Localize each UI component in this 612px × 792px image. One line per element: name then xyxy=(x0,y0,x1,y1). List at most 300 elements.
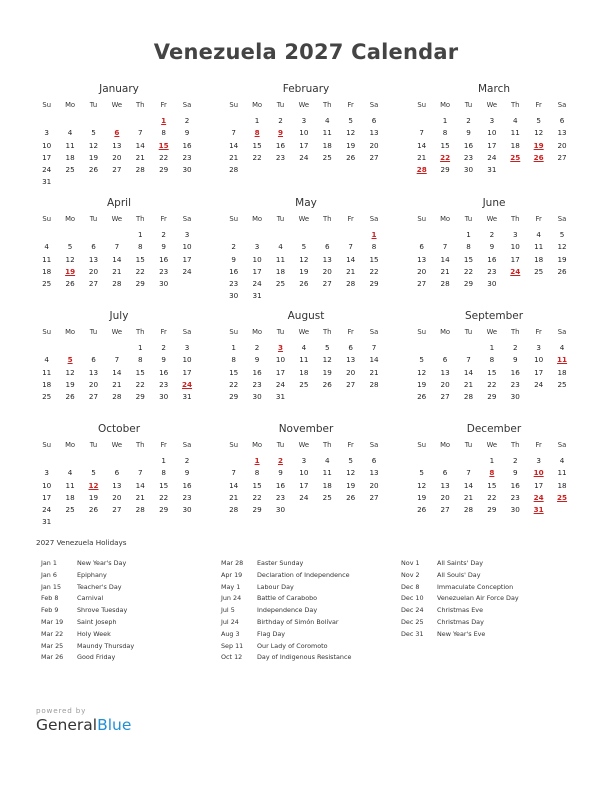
holiday-name: Saint Joseph xyxy=(77,617,117,626)
day-cell: 27 xyxy=(557,152,567,162)
holiday-day-cell: 3 xyxy=(277,343,283,353)
empty-day-cell xyxy=(175,516,198,528)
holiday-name: Labour Day xyxy=(257,582,294,591)
day-cell: 2 xyxy=(184,456,190,466)
day-cell: 4 xyxy=(44,355,49,365)
day-cell: 19 xyxy=(417,379,427,389)
day-cell: 21 xyxy=(229,492,239,502)
weekday-header xyxy=(222,326,390,338)
day-cell: 22 xyxy=(135,379,145,389)
day-cell: 18 xyxy=(65,152,75,162)
day-cell: 23 xyxy=(252,379,262,389)
month-name: December xyxy=(466,423,522,435)
holiday-name: Holy Week xyxy=(77,629,111,638)
day-cell: 16 xyxy=(510,480,520,490)
day-cell: 29 xyxy=(252,504,262,514)
weekday-header xyxy=(35,213,203,225)
empty-day-cell xyxy=(362,504,385,516)
day-cell: 21 xyxy=(440,266,450,276)
day-cell: 14 xyxy=(135,480,145,490)
holiday-name: Immaculate Conception xyxy=(437,582,514,591)
day-cell: 15 xyxy=(369,254,379,264)
empty-day-cell xyxy=(152,516,175,528)
weekday-label: Mo xyxy=(440,441,451,449)
weekday-header xyxy=(410,213,578,225)
day-cell: 17 xyxy=(487,140,497,150)
day-cell: 13 xyxy=(112,140,122,150)
holiday-item xyxy=(401,593,519,605)
week-row xyxy=(35,176,203,188)
day-cell: 19 xyxy=(88,152,99,162)
empty-day-cell xyxy=(269,164,292,176)
day-cell: 13 xyxy=(369,468,379,478)
month-name: August xyxy=(287,310,325,322)
weekday-label: Mo xyxy=(440,101,451,109)
day-cell: 30 xyxy=(252,391,262,401)
day-cell: 31 xyxy=(487,164,497,174)
holiday-day-cell: 28 xyxy=(416,164,427,174)
day-cell: 29 xyxy=(229,391,239,401)
day-cell: 26 xyxy=(322,379,332,389)
day-cell: 1 xyxy=(466,230,471,240)
holiday-item xyxy=(41,617,134,629)
day-cell: 3 xyxy=(254,242,260,252)
day-cell: 23 xyxy=(275,492,286,502)
day-cell: 30 xyxy=(487,278,497,288)
generalblue-logo[interactable] xyxy=(36,716,131,734)
day-cell: 17 xyxy=(534,480,544,490)
day-cell: 27 xyxy=(417,278,427,288)
empty-day-cell xyxy=(35,115,58,127)
weekday-label: Fr xyxy=(160,328,167,336)
day-cell: 7 xyxy=(231,468,236,478)
holiday-date: Mar 22 xyxy=(41,629,64,638)
day-cell: 15 xyxy=(135,367,145,377)
day-cell: 10 xyxy=(487,128,497,138)
month-name: June xyxy=(482,197,506,209)
day-cell: 15 xyxy=(487,367,497,377)
holiday-item xyxy=(41,582,134,594)
day-cell: 5 xyxy=(348,116,353,126)
day-cell: 16 xyxy=(182,140,192,150)
empty-day-cell xyxy=(433,229,456,241)
empty-day-cell xyxy=(527,164,550,176)
holiday-item xyxy=(41,593,134,605)
day-cell: 1 xyxy=(161,456,166,466)
holiday-name: Christmas Eve xyxy=(437,606,484,615)
day-cell: 25 xyxy=(299,379,309,389)
day-cell: 18 xyxy=(322,140,332,150)
weekday-label: Fr xyxy=(535,215,542,223)
holiday-item xyxy=(401,605,519,617)
day-cell: 15 xyxy=(229,367,239,377)
weekday-label: We xyxy=(486,441,498,449)
weekday-label: Sa xyxy=(557,441,567,449)
day-cell: 5 xyxy=(301,242,307,252)
day-cell: 16 xyxy=(463,140,474,150)
holiday-day-cell: 24 xyxy=(533,492,544,502)
day-cell: 8 xyxy=(137,355,143,365)
empty-day-cell xyxy=(35,229,58,241)
day-cell: 7 xyxy=(371,343,377,353)
month-march xyxy=(410,83,578,176)
day-cell: 4 xyxy=(67,128,73,138)
weekday-label: We xyxy=(298,101,310,109)
weekday-label: Fr xyxy=(347,101,354,109)
day-cell: 19 xyxy=(65,379,75,389)
day-cell: 5 xyxy=(536,116,541,126)
day-cell: 27 xyxy=(112,164,122,174)
day-cell: 21 xyxy=(417,152,427,162)
weekday-label: Th xyxy=(323,215,332,223)
weekday-label: Su xyxy=(229,215,238,223)
day-cell: 13 xyxy=(88,367,99,377)
weekday-label: Su xyxy=(42,328,51,336)
week-row xyxy=(35,354,203,366)
week-row xyxy=(35,127,203,139)
day-cell: 20 xyxy=(440,379,450,389)
weekday-label: Mo xyxy=(252,441,263,449)
day-cell: 17 xyxy=(534,367,544,377)
day-cell: 12 xyxy=(417,367,427,377)
week-row xyxy=(222,115,390,127)
holiday-day-cell: 25 xyxy=(510,152,521,162)
weekday-label: Su xyxy=(417,328,426,336)
week-row xyxy=(222,367,390,379)
holiday-item xyxy=(401,629,519,641)
day-cell: 13 xyxy=(112,480,122,490)
week-row xyxy=(410,367,578,379)
holiday-day-cell: 1 xyxy=(161,116,167,126)
weekday-label: Th xyxy=(136,215,145,223)
week-row xyxy=(222,492,390,504)
day-cell: 14 xyxy=(229,480,239,490)
day-cell: 24 xyxy=(487,152,497,162)
empty-day-cell xyxy=(550,504,573,516)
day-cell: 23 xyxy=(159,266,169,276)
day-cell: 17 xyxy=(252,266,262,276)
weekday-label: Su xyxy=(42,441,51,449)
day-cell: 9 xyxy=(161,242,166,252)
day-cell: 16 xyxy=(510,367,520,377)
day-cell: 18 xyxy=(65,492,75,502)
week-row xyxy=(35,342,203,354)
holiday-day-cell: 22 xyxy=(440,152,451,162)
holiday-item xyxy=(41,605,134,617)
day-cell: 24 xyxy=(275,379,286,389)
day-cell: 25 xyxy=(322,492,332,502)
empty-day-cell xyxy=(152,176,175,188)
empty-day-cell xyxy=(58,455,81,467)
holiday-day-cell: 8 xyxy=(489,468,495,478)
day-cell: 7 xyxy=(137,128,143,138)
holiday-name: Battle of Carabobo xyxy=(257,594,318,603)
weekday-header xyxy=(410,326,578,338)
day-cell: 12 xyxy=(65,367,75,377)
holiday-day-cell: 12 xyxy=(88,480,99,490)
empty-day-cell xyxy=(129,176,152,188)
day-cell: 22 xyxy=(252,492,262,502)
day-cell: 13 xyxy=(440,480,450,490)
day-cell: 19 xyxy=(299,266,309,276)
day-cell: 27 xyxy=(112,504,122,514)
day-cell: 24 xyxy=(182,266,192,276)
week-row xyxy=(35,379,203,391)
holiday-date: Jun 24 xyxy=(221,594,242,603)
weekday-label: Fr xyxy=(160,441,167,449)
day-cell: 3 xyxy=(184,343,190,353)
day-cell: 26 xyxy=(88,504,99,514)
day-cell: 5 xyxy=(559,230,565,240)
page-title: Venezuela 2027 Calendar xyxy=(153,40,459,64)
day-cell: 15 xyxy=(252,480,262,490)
weekday-header xyxy=(222,439,390,451)
week-row xyxy=(222,504,390,516)
day-cell: 12 xyxy=(417,480,427,490)
empty-day-cell xyxy=(504,164,527,176)
week-row xyxy=(222,164,390,176)
day-cell: 4 xyxy=(44,242,49,252)
holiday-day-cell: 5 xyxy=(67,355,73,365)
week-row xyxy=(222,379,390,391)
day-cell: 23 xyxy=(182,492,192,502)
day-cell: 26 xyxy=(299,278,309,288)
weekday-label: Sa xyxy=(369,441,379,449)
day-cell: 28 xyxy=(229,164,239,174)
day-cell: 1 xyxy=(489,456,495,466)
empty-day-cell xyxy=(82,516,105,528)
holiday-name: Day of Indigenous Resistance xyxy=(257,653,352,662)
day-cell: 4 xyxy=(324,456,330,466)
weekday-label: Th xyxy=(323,441,332,449)
day-cell: 1 xyxy=(489,343,495,353)
week-row xyxy=(222,455,390,467)
day-cell: 8 xyxy=(371,242,377,252)
day-cell: 26 xyxy=(65,391,75,401)
holiday-name: Declaration of Independence xyxy=(257,570,350,579)
week-row xyxy=(410,455,578,467)
day-cell: 3 xyxy=(489,116,495,126)
day-cell: 6 xyxy=(442,468,448,478)
week-row xyxy=(222,152,390,164)
holiday-name: Flag Day xyxy=(257,629,286,638)
holiday-name: New Year's Eve xyxy=(437,629,486,638)
empty-day-cell xyxy=(316,504,339,516)
month-december xyxy=(410,423,578,516)
empty-day-cell xyxy=(222,455,245,467)
empty-day-cell xyxy=(316,290,339,302)
empty-day-cell xyxy=(362,290,385,302)
weekday-label: Tu xyxy=(89,101,98,109)
day-cell: 29 xyxy=(487,504,497,514)
weekday-label: Th xyxy=(323,101,332,109)
day-cell: 30 xyxy=(182,164,192,174)
day-cell: 17 xyxy=(510,254,520,264)
day-cell: 9 xyxy=(512,355,518,365)
day-cell: 2 xyxy=(161,343,166,353)
day-cell: 8 xyxy=(489,355,495,365)
empty-day-cell xyxy=(175,278,198,290)
empty-day-cell xyxy=(82,115,105,127)
day-cell: 11 xyxy=(42,367,52,377)
day-cell: 28 xyxy=(229,504,239,514)
weekday-label: Tu xyxy=(89,215,98,223)
weekday-label: Th xyxy=(323,328,332,336)
empty-day-cell xyxy=(58,176,81,188)
day-cell: 4 xyxy=(512,116,518,126)
day-cell: 21 xyxy=(112,379,122,389)
day-cell: 25 xyxy=(557,379,567,389)
day-cell: 20 xyxy=(322,266,332,276)
day-cell: 10 xyxy=(42,140,52,150)
day-cell: 15 xyxy=(440,140,450,150)
day-cell: 7 xyxy=(419,128,424,138)
weekday-label: We xyxy=(298,441,310,449)
month-july xyxy=(35,310,203,403)
weekday-label: Tu xyxy=(464,101,473,109)
holiday-date: Mar 26 xyxy=(41,653,64,662)
holiday-item xyxy=(221,605,351,617)
day-cell: 24 xyxy=(42,164,52,174)
month-september xyxy=(410,310,578,403)
week-row xyxy=(222,467,390,479)
day-cell: 3 xyxy=(184,230,190,240)
week-row xyxy=(222,290,390,302)
day-cell: 2 xyxy=(489,230,495,240)
empty-day-cell xyxy=(245,164,268,176)
day-cell: 28 xyxy=(135,164,145,174)
week-row xyxy=(410,266,578,278)
day-cell: 5 xyxy=(67,242,73,252)
empty-day-cell xyxy=(504,278,527,290)
day-cell: 18 xyxy=(322,480,332,490)
day-cell: 27 xyxy=(440,504,450,514)
weekday-label: Mo xyxy=(440,328,451,336)
holiday-column xyxy=(41,558,134,664)
day-cell: 22 xyxy=(229,379,239,389)
day-cell: 7 xyxy=(114,242,120,252)
day-cell: 17 xyxy=(182,367,192,377)
holiday-day-cell: 1 xyxy=(371,230,377,240)
empty-day-cell xyxy=(339,164,362,176)
day-cell: 4 xyxy=(278,242,283,252)
day-cell: 16 xyxy=(159,254,169,264)
weekday-label: Fr xyxy=(535,101,542,109)
day-cell: 15 xyxy=(159,480,169,490)
weekday-header xyxy=(35,326,203,338)
holiday-name: Shrove Tuesday xyxy=(77,606,128,615)
weekday-label: Sa xyxy=(182,441,192,449)
day-cell: 8 xyxy=(231,355,236,365)
day-cell: 31 xyxy=(182,391,192,401)
holiday-name: Easter Sunday xyxy=(257,559,304,567)
day-cell: 10 xyxy=(299,128,309,138)
week-row xyxy=(35,516,203,528)
empty-day-cell xyxy=(175,176,198,188)
holiday-date: Dec 25 xyxy=(401,617,424,626)
holiday-date: Dec 8 xyxy=(401,582,420,591)
weekday-label: Su xyxy=(417,215,426,223)
week-row xyxy=(35,140,203,152)
day-cell: 4 xyxy=(324,116,330,126)
week-row xyxy=(222,342,390,354)
weekday-label: We xyxy=(486,215,498,223)
day-cell: 2 xyxy=(254,343,260,353)
weekday-label: Tu xyxy=(89,328,98,336)
holiday-date: Jul 24 xyxy=(221,617,239,626)
month-april xyxy=(35,197,203,290)
day-cell: 15 xyxy=(463,254,474,264)
day-cell: 25 xyxy=(534,266,544,276)
day-cell: 18 xyxy=(557,367,567,377)
weekday-label: Sa xyxy=(557,328,567,336)
empty-day-cell xyxy=(339,229,362,241)
empty-day-cell xyxy=(410,229,433,241)
day-cell: 8 xyxy=(442,128,448,138)
empty-day-cell xyxy=(410,342,433,354)
weekday-label: We xyxy=(111,101,123,109)
day-cell: 31 xyxy=(42,517,52,527)
day-cell: 2 xyxy=(161,230,166,240)
week-row xyxy=(222,278,390,290)
week-row xyxy=(222,127,390,139)
holiday-date: Mar 28 xyxy=(221,559,244,567)
day-cell: 18 xyxy=(534,254,544,264)
week-row xyxy=(35,504,203,516)
day-cell: 10 xyxy=(182,242,192,252)
day-cell: 18 xyxy=(510,140,520,150)
day-cell: 6 xyxy=(371,116,377,126)
empty-day-cell xyxy=(433,455,456,467)
holiday-name: Independence Day xyxy=(257,606,318,615)
day-cell: 12 xyxy=(534,128,544,138)
day-cell: 3 xyxy=(301,456,307,466)
day-cell: 24 xyxy=(42,504,52,514)
day-cell: 1 xyxy=(254,116,260,126)
day-cell: 3 xyxy=(44,468,49,478)
day-cell: 14 xyxy=(112,367,122,377)
day-cell: 29 xyxy=(159,504,169,514)
day-cell: 2 xyxy=(512,343,518,353)
day-cell: 29 xyxy=(440,164,450,174)
empty-day-cell xyxy=(292,504,315,516)
empty-day-cell xyxy=(292,229,315,241)
weekday-label: Fr xyxy=(347,328,354,336)
empty-day-cell xyxy=(105,229,128,241)
empty-day-cell xyxy=(35,455,58,467)
holiday-date: Dec 24 xyxy=(401,606,424,615)
day-cell: 3 xyxy=(44,128,49,138)
day-cell: 16 xyxy=(159,367,169,377)
empty-day-cell xyxy=(316,229,339,241)
empty-day-cell xyxy=(105,115,128,127)
weekday-label: Mo xyxy=(252,328,263,336)
day-cell: 16 xyxy=(275,480,286,490)
week-row xyxy=(410,480,578,492)
week-row xyxy=(410,379,578,391)
day-cell: 29 xyxy=(159,164,169,174)
holiday-day-cell: 25 xyxy=(557,492,568,502)
holiday-day-cell: 8 xyxy=(254,128,260,138)
empty-day-cell xyxy=(362,391,385,403)
day-cell: 12 xyxy=(65,254,75,264)
weekday-label: Th xyxy=(511,215,520,223)
day-cell: 25 xyxy=(65,504,75,514)
holiday-name: All Souls' Day xyxy=(437,570,481,579)
day-cell: 30 xyxy=(159,391,169,401)
weekday-label: Sa xyxy=(182,101,192,109)
empty-day-cell xyxy=(58,342,81,354)
